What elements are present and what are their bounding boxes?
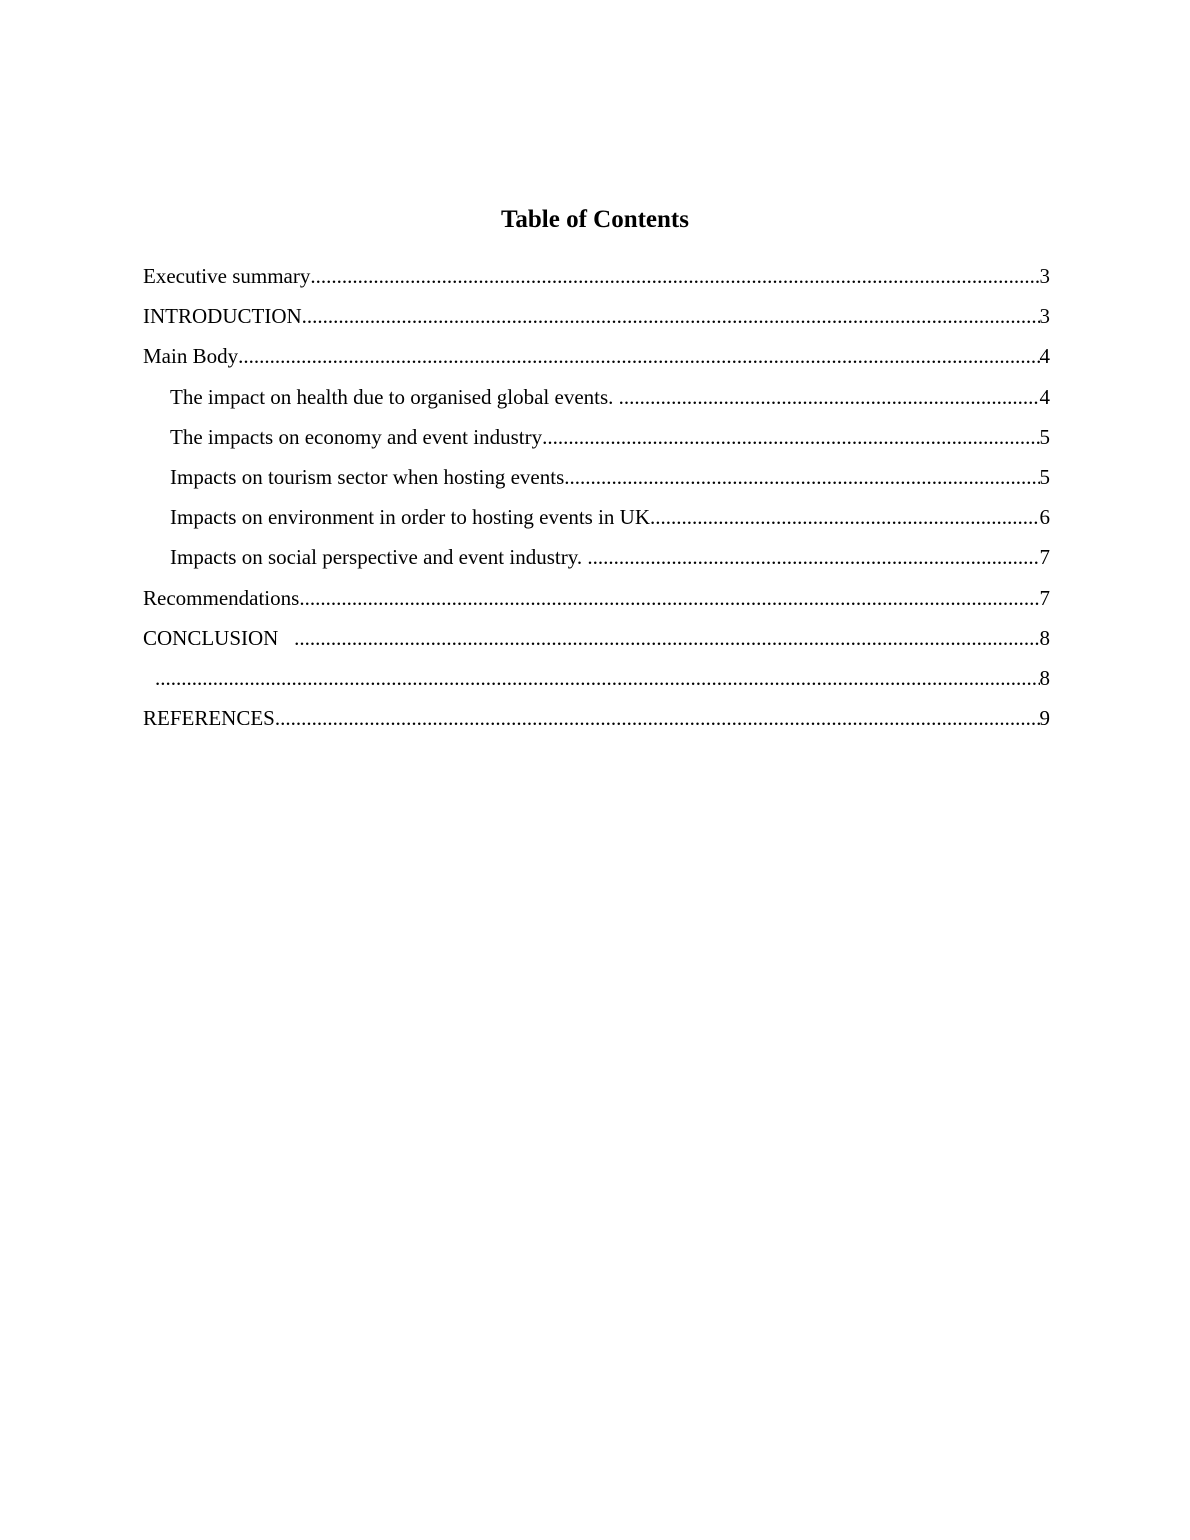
toc-entry-page: 3 [1039,304,1050,329]
toc-entry-impact-on-health[interactable] [143,381,1050,421]
toc-entry-label: Impacts on environment in order to hosting events in UK [170,505,650,530]
toc-entry-page: 7 [1039,585,1050,610]
toc-entry-label: CONCLUSION [143,625,295,650]
toc-dot-leader [619,381,1040,413]
toc-entry-label: Impacts on social perspective and event industry. [170,545,588,570]
toc-entry-page: 6 [1039,505,1050,530]
toc-entry-references[interactable] [143,702,1050,742]
toc-entry-label: INTRODUCTION [143,304,302,329]
toc-dot-leader [587,541,1039,573]
toc-entry-main-body[interactable] [143,340,1050,380]
toc-dot-leader [155,662,1040,694]
toc-entry-introduction[interactable] [143,300,1050,340]
toc-entry-executive-summary[interactable] [143,260,1050,300]
toc-entry-page: 9 [1039,706,1050,731]
toc-entry-page: 4 [1039,344,1050,369]
toc-entry-label: Impacts on tourism sector when hosting events [170,464,565,489]
toc-dot-leader [238,340,1039,372]
toc-dot-leader [275,702,1040,734]
toc-entry-conclusion[interactable] [143,622,1050,662]
toc-entry-untitled[interactable] [143,662,1050,702]
toc-entry-impacts-on-social[interactable] [143,541,1050,581]
toc-entry-impacts-on-economy[interactable] [143,421,1050,461]
toc-dot-leader [650,501,1040,533]
toc-entry-page: 8 [1039,625,1050,650]
toc-entry-label: Executive summary [143,264,311,288]
toc-entry-label: The impacts on economy and event industry [170,424,543,449]
toc-entry-page: 3 [1039,264,1050,288]
toc-entry-label: REFERENCES [143,706,275,731]
table-of-contents [143,260,1050,742]
toc-dot-leader [294,622,1039,654]
toc-entry-label: Main Body [143,344,239,369]
toc-entry-page: 8 [1039,665,1050,690]
toc-title: Table of Contents [501,206,689,233]
toc-entry-recommendations[interactable] [143,582,1050,622]
toc-entry-page: 5 [1039,464,1050,489]
toc-dot-leader [302,300,1040,332]
toc-entry-page: 7 [1039,545,1050,570]
toc-dot-leader [299,582,1039,614]
toc-entry-impacts-on-tourism[interactable] [143,461,1050,501]
toc-entry-page: 4 [1039,384,1050,409]
toc-dot-leader [310,260,1039,292]
toc-entry-page: 5 [1039,424,1050,449]
toc-entry-impacts-on-environment[interactable] [143,501,1050,541]
toc-entry-label: Recommendations [143,585,300,610]
toc-dot-leader [542,421,1039,453]
toc-entry-label: The impact on health due to organised global events. [170,384,619,409]
toc-dot-leader [564,461,1039,493]
